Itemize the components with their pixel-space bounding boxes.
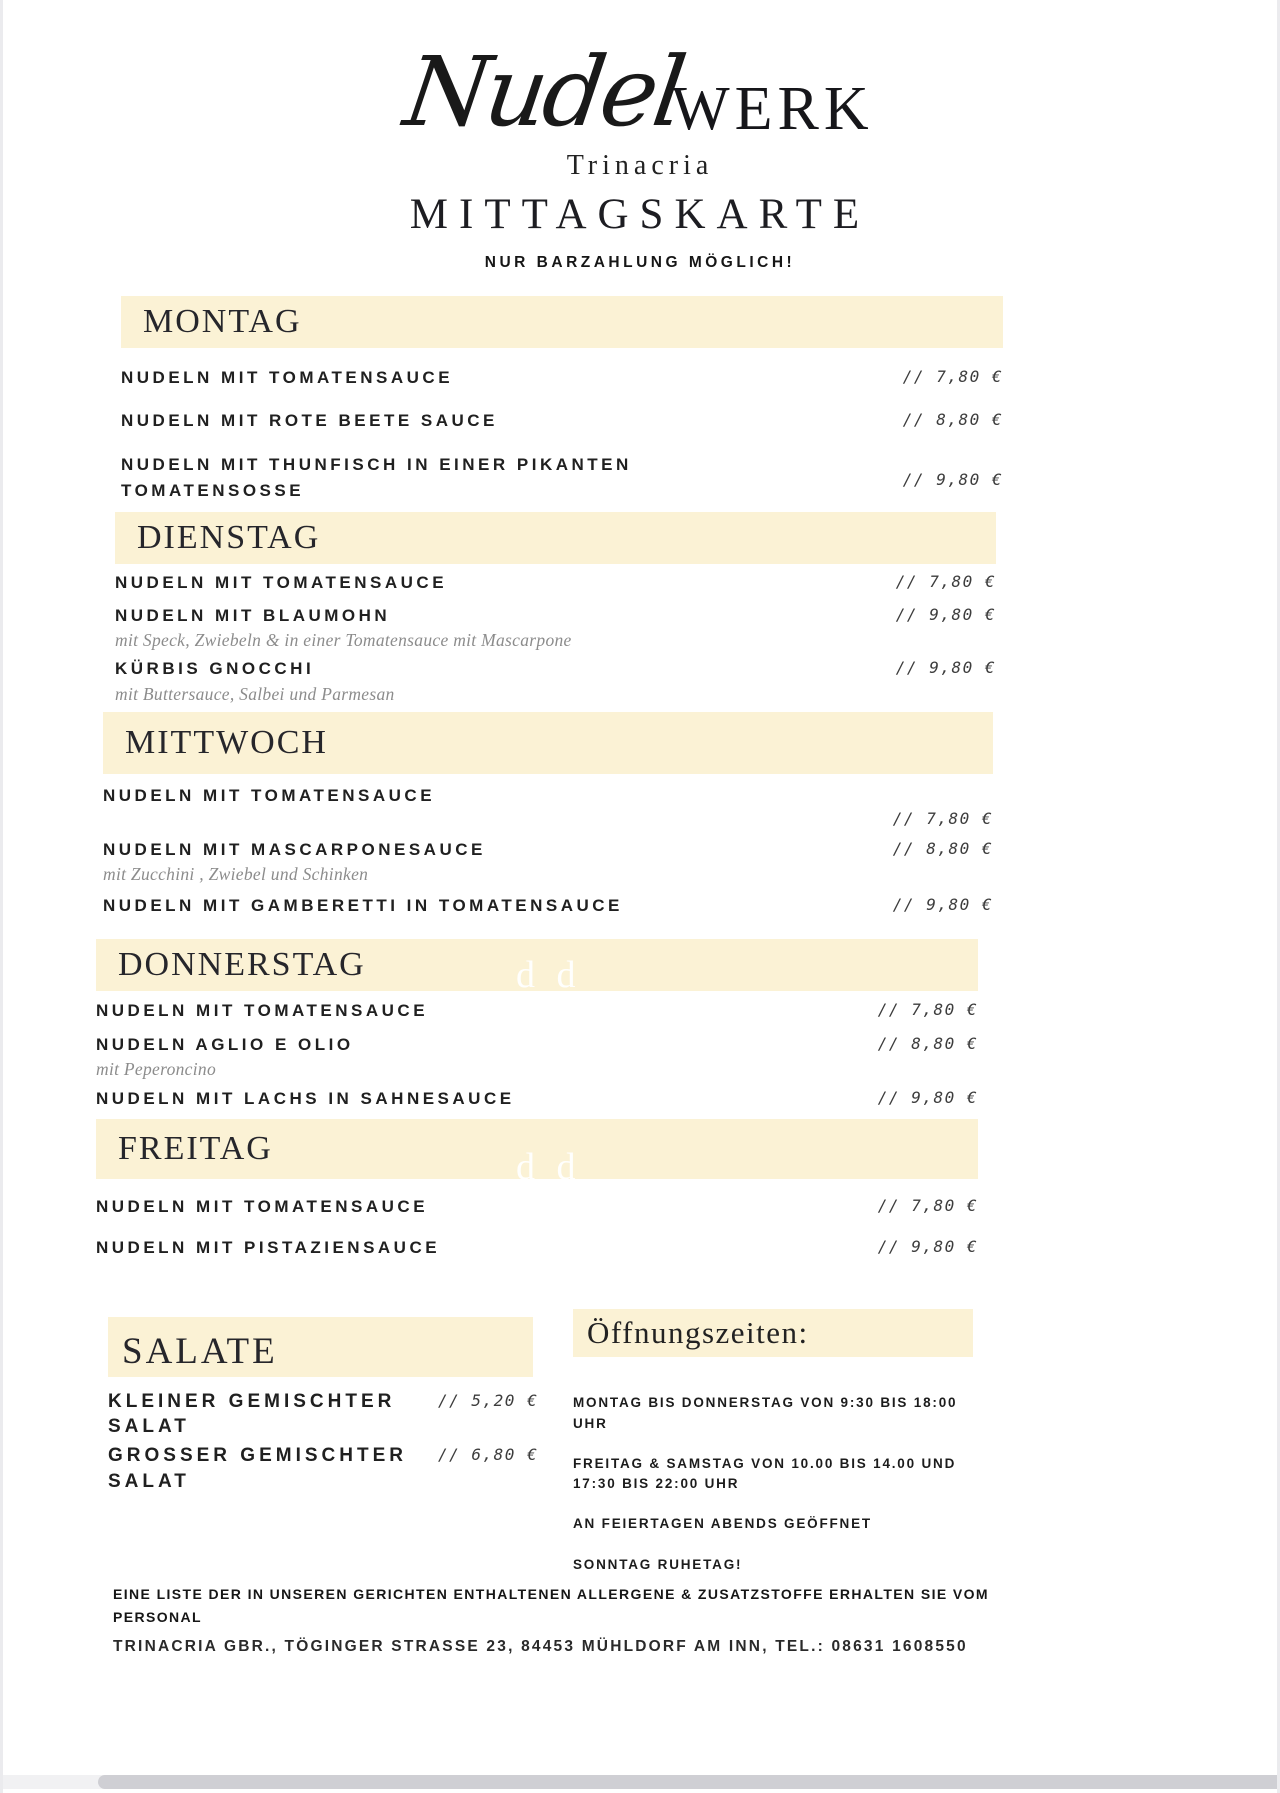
horizontal-scrollbar-thumb[interactable] <box>98 1775 1277 1789</box>
menu-item <box>121 408 1003 434</box>
day-header-donnerstag <box>96 939 978 997</box>
menu-item <box>121 452 1003 505</box>
item-description: mit Speck, Zwiebeln & in einer Tomatensauce mit Mascarpone <box>115 630 572 651</box>
menu-header <box>105 0 1175 272</box>
day-title: MONTAG <box>143 303 302 340</box>
item-price: // 8,80 € <box>892 838 993 858</box>
item-name: NUDELN MIT BLAUMOHN <box>115 605 391 625</box>
day-title: DIENSTAG <box>137 519 321 557</box>
item-price: // 9,80 € <box>895 658 996 678</box>
menu-item <box>103 893 993 919</box>
menu-item <box>96 1032 978 1079</box>
cash-only-notice: NUR BARZAHLUNG MÖGLICH! <box>484 254 796 271</box>
item-name: NUDELN MIT LACHS IN SAHNESAUCE <box>96 1089 515 1109</box>
item-name: KLEINER GEMISCHTER SALAT <box>108 1391 396 1438</box>
day-header-mittwoch <box>103 712 993 774</box>
item-price: // 7,80 € <box>877 1195 978 1215</box>
item-price: // 9,80 € <box>902 469 1003 489</box>
day-section-montag <box>121 296 1003 504</box>
item-price: // 9,80 € <box>892 895 993 915</box>
item-price: // 6,80 € <box>438 1445 539 1465</box>
allergy-notice: EINE LISTE DER IN UNSEREN GERICHTEN ENTHALTENEN ALLERGENE & ZUSATZSTOFFE ERHALTEN SIE VOM PERSONAL <box>113 1585 989 1625</box>
item-price: // 8,80 € <box>877 1033 978 1053</box>
hours-line: MONTAG BIS DONNERSTAG VON 9:30 BIS 18:00 UHR <box>573 1395 958 1431</box>
item-price: // 7,80 € <box>892 808 993 828</box>
menu-item <box>103 837 993 884</box>
opening-hours-header <box>573 1309 973 1357</box>
hours-line: SONNTAG RUHETAG! <box>573 1556 743 1572</box>
item-name: NUDELN AGLIO E OLIO <box>96 1034 354 1054</box>
item-price: // 9,80 € <box>877 1088 978 1108</box>
item-price: // 9,80 € <box>877 1236 978 1256</box>
opening-hours-title: Öffnungszeiten: <box>587 1315 809 1351</box>
menu-footer <box>113 1583 1277 1656</box>
hours-line: FREITAG & SAMSTAG VON 10.00 BIS 14.00 UND 17:30 BIS 22:00 UHR <box>573 1455 957 1492</box>
item-name: NUDELN MIT TOMATENSAUCE <box>103 785 436 805</box>
menu-item <box>115 656 996 703</box>
item-name: NUDELN MIT ROTE BEETE SAUCE <box>121 411 498 431</box>
menu-item <box>115 603 996 650</box>
day-title: FREITAG <box>118 1129 273 1167</box>
menu-item <box>121 365 1003 391</box>
item-price: // 5,20 € <box>438 1391 539 1411</box>
item-name: NUDELN MIT MASCARPONESAUCE <box>103 839 486 859</box>
opening-hours-section <box>573 1309 993 1575</box>
watermark-text: d d <box>516 954 582 997</box>
item-price: // 9,80 € <box>895 604 996 624</box>
menu-item <box>96 1194 978 1220</box>
day-section-dienstag <box>115 512 996 703</box>
day-title: DONNERSTAG <box>118 946 366 984</box>
horizontal-scrollbar-track[interactable] <box>3 1775 1277 1789</box>
item-name: NUDELN MIT TOMATENSAUCE <box>96 1196 429 1216</box>
item-name: NUDELN MIT GAMBERETTI IN TOMATENSAUCE <box>103 896 623 916</box>
item-name: NUDELN MIT TOMATENSAUCE <box>121 368 454 387</box>
salate-section <box>108 1309 553 1575</box>
item-name: NUDELN MIT TOMATENSAUCE <box>115 573 448 593</box>
menu-item <box>108 1443 553 1493</box>
menu-item <box>115 570 996 596</box>
hours-line: AN FEIERTAGEN ABENDS GEÖFFNET <box>573 1516 872 1532</box>
page-title: MITTAGSKARTE <box>409 191 871 238</box>
salate-title: SALATE <box>122 1331 278 1373</box>
item-description: mit Zucchini , Zwiebel und Schinken <box>103 864 369 884</box>
menu-item <box>96 998 978 1024</box>
day-title: MITTWOCH <box>125 723 328 761</box>
item-name: GROSSER GEMISCHTER SALAT <box>108 1445 407 1492</box>
item-name: NUDELN MIT PISTAZIENSAUCE <box>96 1237 441 1257</box>
item-name: NUDELN MIT THUNFISCH IN EINER PIKANTEN TOMATENSOSSE <box>121 454 632 501</box>
brand-script-wordmark: Nudel <box>398 36 689 148</box>
watermark-text: d d <box>516 1145 582 1188</box>
day-header-freitag <box>96 1119 978 1188</box>
day-header-dienstag <box>115 512 996 564</box>
item-name: KÜRBIS GNOCCHI <box>115 659 315 679</box>
item-description: mit Peperoncino <box>96 1059 217 1080</box>
brand-logo <box>105 26 1175 158</box>
menu-item <box>96 1086 978 1112</box>
bottom-area <box>108 1309 1208 1575</box>
brand-caps-wordmark: WERK <box>671 75 874 143</box>
day-header-montag <box>121 296 1003 348</box>
brand-subtitle: Trinacria <box>566 150 714 181</box>
menu-item <box>103 783 993 828</box>
menu-item <box>96 1235 978 1261</box>
day-section-freitag <box>96 1119 978 1262</box>
item-price: // 7,80 € <box>895 572 996 592</box>
salate-header <box>108 1317 533 1377</box>
item-name: NUDELN MIT TOMATENSAUCE <box>96 1001 429 1021</box>
item-price: // 8,80 € <box>902 410 1003 430</box>
item-description: mit Buttersauce, Salbei und Parmesan <box>115 683 395 704</box>
day-section-mittwoch <box>103 712 993 920</box>
address-line: TRINACRIA GBR., TÖGINGER STRASSE 23, 84453 MÜHLDORF AM INN, TEL.: 08631 1608550 <box>113 1638 968 1655</box>
day-section-donnerstag <box>96 939 978 1112</box>
item-price: // 7,80 € <box>877 1000 978 1020</box>
menu-item <box>108 1389 553 1439</box>
item-price: // 7,80 € <box>902 367 1003 386</box>
